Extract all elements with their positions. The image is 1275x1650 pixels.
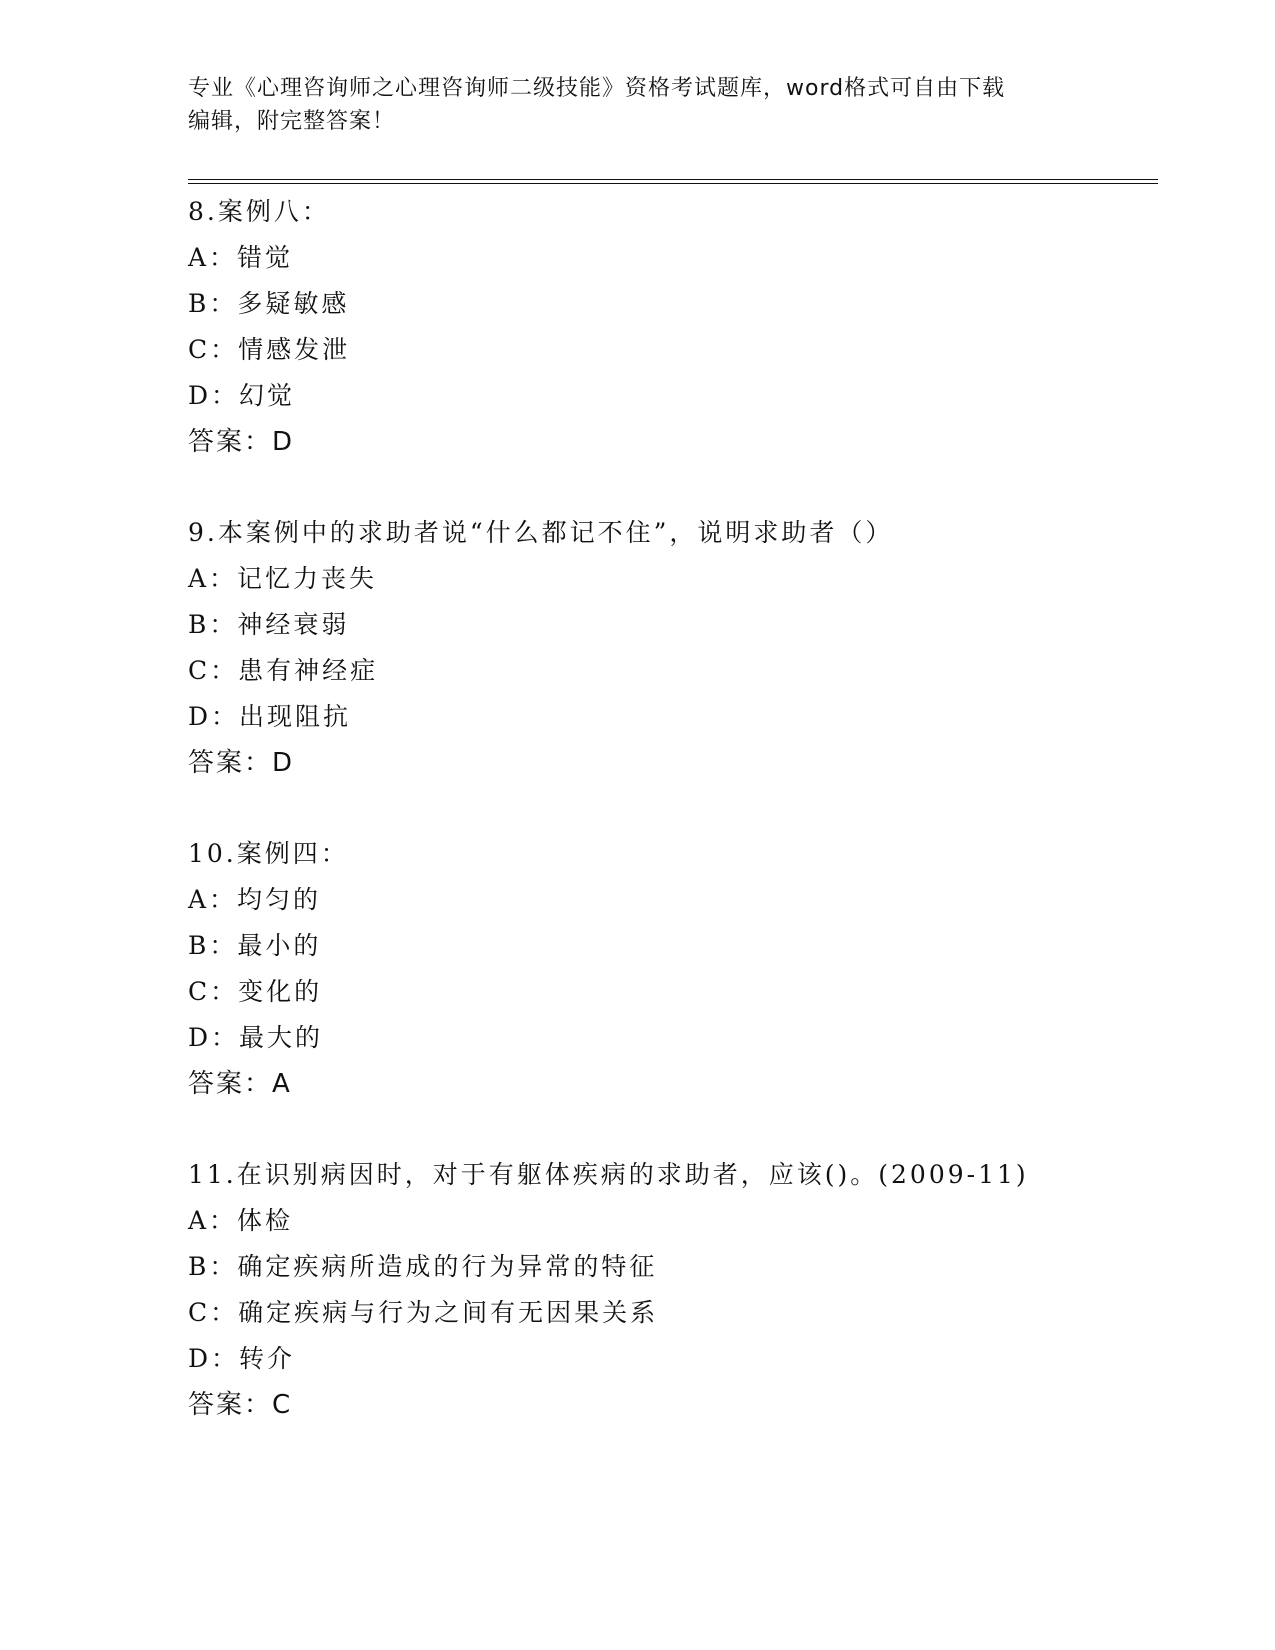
option-b: B：多疑敏感 (188, 289, 350, 318)
question-11 (188, 1152, 1148, 1428)
option-c: C：情感发泄 (188, 335, 351, 364)
question-8 (188, 189, 1148, 465)
option-c: C：变化的 (188, 977, 323, 1006)
option-a: A：错觉 (188, 243, 294, 272)
question-stem: 11.在识别病因时，对于有躯体疾病的求助者，应该()。(2009-11) (188, 1160, 1029, 1189)
option-a: A：体检 (188, 1206, 294, 1235)
option-b: B：确定疾病所造成的行为异常的特征 (188, 1252, 658, 1281)
option-b: B：最小的 (188, 931, 322, 960)
option-a: A：均匀的 (188, 885, 322, 914)
header-line-2: 编辑，附完整答案！ (188, 109, 396, 134)
header-line-1: 专业《心理咨询师之心理咨询师二级技能》资格考试题库，word格式可自由下载 (188, 76, 1006, 101)
option-d: D：幻觉 (188, 381, 296, 410)
option-c: C：确定疾病与行为之间有无因果关系 (188, 1298, 659, 1327)
option-a: A：记忆力丧失 (188, 564, 378, 593)
question-list (188, 189, 1148, 1473)
question-9 (188, 510, 1148, 786)
answer: 答案：D (188, 748, 295, 778)
question-stem: 10.案例四： (188, 839, 349, 868)
option-d: D：转介 (188, 1344, 296, 1373)
option-d: D：最大的 (188, 1023, 324, 1052)
question-stem: 9.本案例中的求助者说“什么都记不住”，说明求助者（） (188, 518, 894, 547)
answer: 答案：A (188, 1069, 292, 1099)
header-divider-top (188, 179, 1158, 180)
answer: 答案：D (188, 427, 295, 457)
header-divider-bottom (188, 183, 1158, 184)
answer: 答案：C (188, 1390, 293, 1420)
question-stem: 8.案例八： (188, 197, 330, 226)
question-10 (188, 831, 1148, 1107)
document-header (188, 72, 1088, 138)
option-c: C：患有神经症 (188, 656, 379, 685)
option-b: B：神经衰弱 (188, 610, 350, 639)
option-d: D：出现阻抗 (188, 702, 352, 731)
